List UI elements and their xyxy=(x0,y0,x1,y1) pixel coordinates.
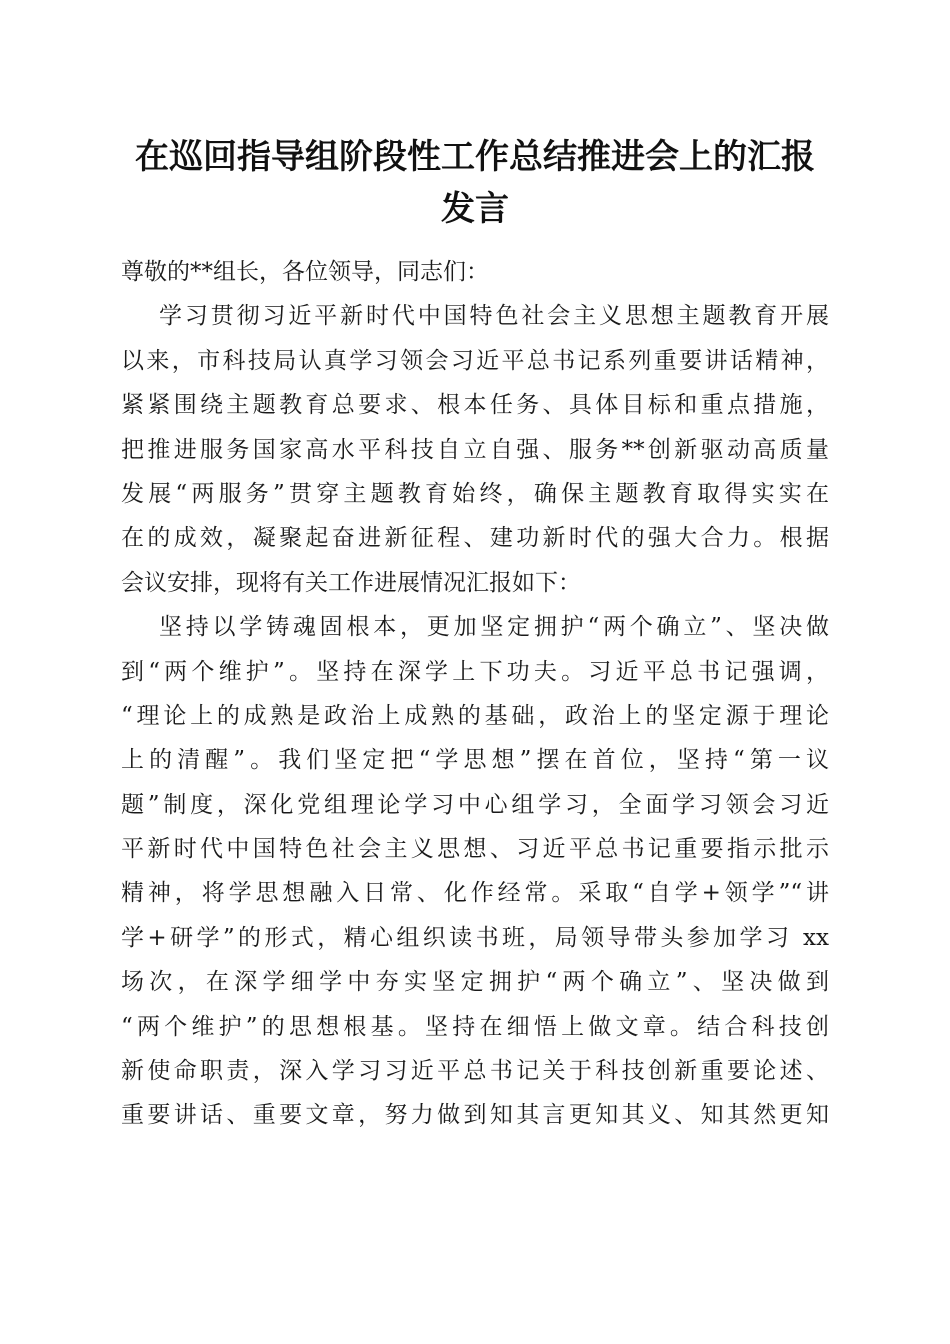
paragraph-line: 学习贯彻习近平新时代中国特色社会主义思想主题教育开展 xyxy=(159,303,829,330)
paragraph-line: “理论上的成熟是政治上成熟的基础，政治上的坚定源于理论 xyxy=(121,702,829,729)
document-body xyxy=(121,250,829,1138)
paragraph-2 xyxy=(121,605,829,1138)
greeting: 尊敬的**组长，各位领导，同志们： xyxy=(121,259,489,285)
paragraph-line: 重要讲话、重要文章，努力做到知其言更知其义、知其然更知 xyxy=(121,1102,829,1129)
paragraph-line: 在的成效，凝聚起奋进新征程、建功新时代的强大合力。根据 xyxy=(121,525,829,552)
paragraph-line: 精神，将学思想融入日常、化作经常。采取“自学+领学”“讲 xyxy=(121,880,829,907)
paragraph-line: 场次，在深学细学中夯实坚定拥护“两个确立”、坚决做到 xyxy=(121,969,829,996)
paragraph-1 xyxy=(121,294,829,605)
paragraph-line: 坚持以学铸魂固根本，更加坚定拥护“两个确立”、坚决做 xyxy=(159,614,829,641)
title-line-2: 发言 xyxy=(441,189,509,229)
paragraph-line: 紧紧围绕主题教育总要求、根本任务、具体目标和重点措施， xyxy=(121,392,829,419)
paragraph-line: “两个维护”的思想根基。坚持在细悟上做文章。结合科技创 xyxy=(121,1013,829,1040)
paragraph-line: 到“两个维护”。坚持在深学上下功夫。习近平总书记强调， xyxy=(121,658,829,685)
paragraph-line: 以来，市科技局认真学习领会习近平总书记系列重要讲话精神， xyxy=(121,347,829,374)
document-title xyxy=(100,131,850,235)
paragraph-line: 会议安排，现将有关工作进展情况汇报如下： xyxy=(121,569,581,596)
paragraph-line: 发展“两服务”贯穿主题教育始终，确保主题教育取得实实在 xyxy=(121,480,829,507)
paragraph-line: 学+研学”的形式，精心组织读书班，局领导带头参加学习 xx xyxy=(121,924,829,951)
paragraph-line: 平新时代中国特色社会主义思想、习近平总书记重要指示批示 xyxy=(121,836,829,863)
paragraph-line: 新使命职责，深入学习习近平总书记关于科技创新重要论述、 xyxy=(121,1058,829,1085)
paragraph-line: 上的清醒”。我们坚定把“学思想”摆在首位，坚持“第一议 xyxy=(121,747,829,774)
paragraph-line: 把推进服务国家高水平科技自立自强、服务**创新驱动高质量 xyxy=(121,436,829,463)
title-line-1: 在巡回指导组阶段性工作总结推进会上的汇报 xyxy=(135,137,815,177)
paragraph-line: 题”制度，深化党组理论学习中心组学习，全面学习领会习近 xyxy=(121,791,829,818)
